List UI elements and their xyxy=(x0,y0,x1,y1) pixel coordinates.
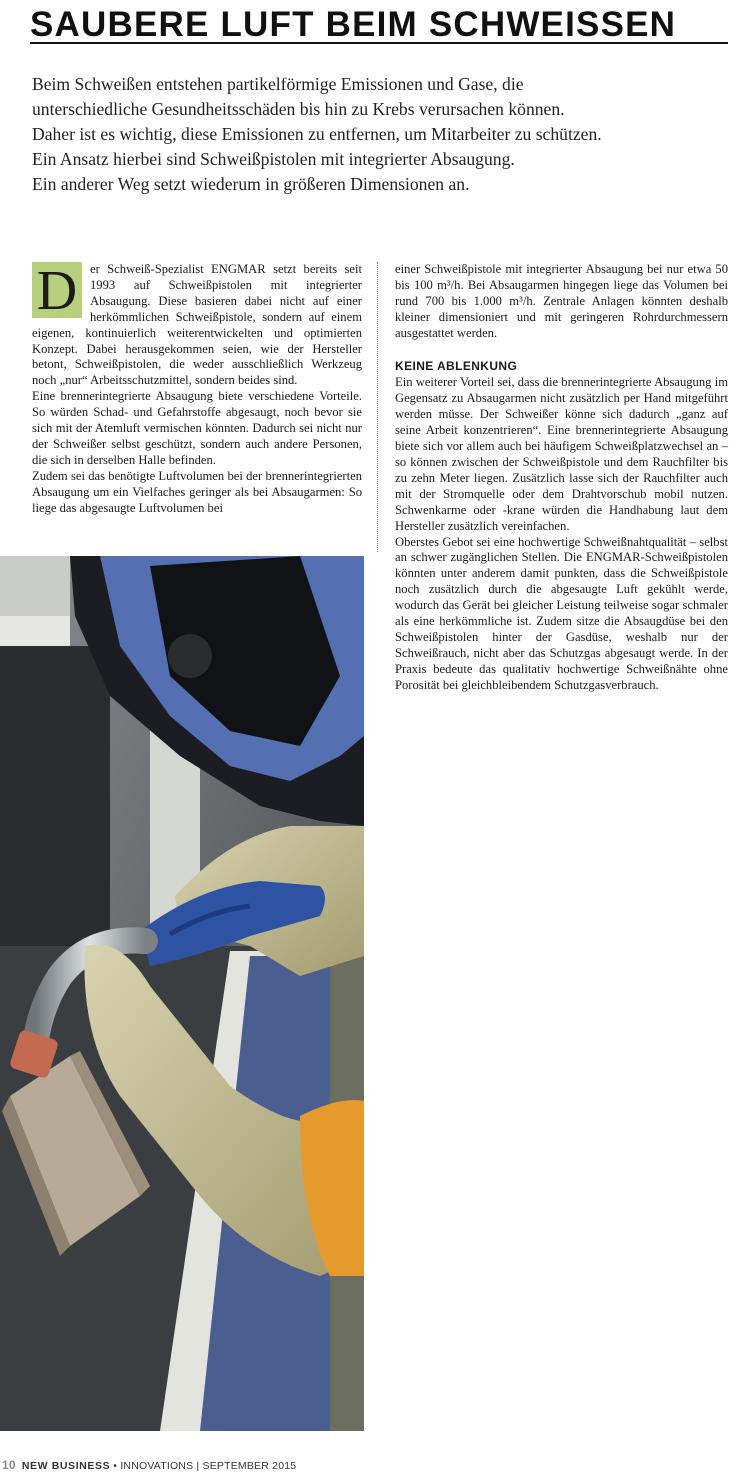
article-column-left xyxy=(32,262,362,517)
section-subheading: KEINE ABLENKUNG xyxy=(395,358,518,373)
page-number: 10 xyxy=(2,1458,16,1472)
lead-paragraph xyxy=(32,72,722,197)
lead-line: Ein Ansatz hierbei sind Schweißpistolen mit integrierter Absaugung. xyxy=(32,149,515,169)
body-paragraph: Eine brennerintegrierte Absaugung biete verschiedene Vorteile. So würden Schad- und Gefahrstoffe abgesaugt, noch bevor sie sich mit der Atemluft vermischen könnten. Dadurch sei nicht nur der Schweißer selbst geschützt, sondern auch andere Personen, die sich in derselben Halle befinden. xyxy=(32,389,362,467)
footer-separator: | xyxy=(196,1460,200,1472)
lead-line: unterschiedliche Gesundheitsschäden bis hin zu Krebs verursachen können. xyxy=(32,99,565,119)
body-paragraph: einer Schweißpistole mit integrierter Absaugung bei nur etwa 50 bis 100 m³/h. Bei Absaugarmen hingegen liege das Volumen bei rund 700 bis 1.000 m³/h. Zentrale Anlagen könnten deshalb kleiner dimensioniert und mit geringeren Rohrdurchmessern ausgestattet werden. xyxy=(395,262,728,340)
headline-rule xyxy=(30,42,728,44)
issue-date: SEPTEMBER 2015 xyxy=(202,1460,297,1472)
lead-line: Ein anderer Weg setzt wiederum in größeren Dimensionen an. xyxy=(32,174,470,194)
section-name: INNOVATIONS xyxy=(120,1460,194,1472)
lead-line: Daher ist es wichtig, diese Emissionen zu entfernen, um Mitarbeiter zu schützen. xyxy=(32,124,602,144)
headline: SAUBERE LUFT BEIM SCHWEISSEN xyxy=(30,5,677,44)
body-paragraph: Oberstes Gebot sei eine hochwertige Schweißnahtqualität – selbst an schwer zugänglichen Stellen. Die ENGMAR-Schweißpistolen könnten unter anderem damit punkten, dass die Schweißpistole noch zusätzlich durch die abgesaugte Luft gekühlt werde, wodurch das Gerät bei gleicher Leistung teilweise sogar schmaler als eine herkömmliche ist. Zudem sitze die Absaugdüse bei den Schweißpistolen hinter der Gasdüse, weshalb nur der Schweißrauch, nicht aber das Schutzgas abgesaugt werde. In der Praxis bedeute das qualitativ hochwertige Schweißnähte ohne Porosität bei gleichbleibendem Schutzgasverbrauch. xyxy=(395,534,728,692)
lead-line: Beim Schweißen entstehen partikelförmige Emissionen und Gase, die xyxy=(32,74,524,94)
footer-bullet: • xyxy=(113,1460,118,1472)
body-paragraph: Ein weiterer Vorteil sei, dass die brennerintegrierte Absaugung im Gegensatz zu Absaugarmen nicht zusätzlich per Hand mitgeführt werden müsse. Der Schweißer könne sich dadurch „ganz auf seine Arbeit konzentrieren“. Eine brennerintegrierte Absaugung biete sich vor allem auch bei häufigem Schweißplatzwechsel an – so können zwischen der Schweißpistole und dem Rauchfilter bis zu zehn Meter liegen. Zusätzlich lasse sich der Rauchfilter auch mit der Stromquelle oder dem Drahtvorschub mobil nutzen. Schwenkarme oder -krane würden die Handhabung laut dem Hersteller zusätzlich vereinfachen. xyxy=(395,375,728,533)
column-divider xyxy=(377,262,378,552)
article-column-right xyxy=(395,262,728,694)
body-paragraph: Zudem sei das benötigte Luftvolumen bei der brennerintegrierten Absaugung um ein Vielfaches geringer als bei Absaugarmen: So liege das abgesaugte Luftvolumen bei xyxy=(32,468,362,515)
page-footer xyxy=(2,1458,296,1472)
welding-photo xyxy=(0,556,364,1431)
magazine-name: NEW BUSINESS xyxy=(21,1460,111,1472)
body-paragraph: er Schweiß-Spezialist ENGMAR setzt bereits seit 1993 auf Schweißpistolen mit integrierter Absaugung. Diese basieren dabei nicht auf einer herkömmlichen Schweißpistole, sondern auf einem eigenen, kontinuierlich weiterentwickelten und optimierten Konzept. Dabei herausgekommen seien, wie der Hersteller betont, Schweißpistolen, die weder ausschließlich Werkzeug noch „nur“ Arbeitsschutzmittel, sondern beides sind. xyxy=(32,262,362,388)
drop-cap: D xyxy=(32,262,82,318)
